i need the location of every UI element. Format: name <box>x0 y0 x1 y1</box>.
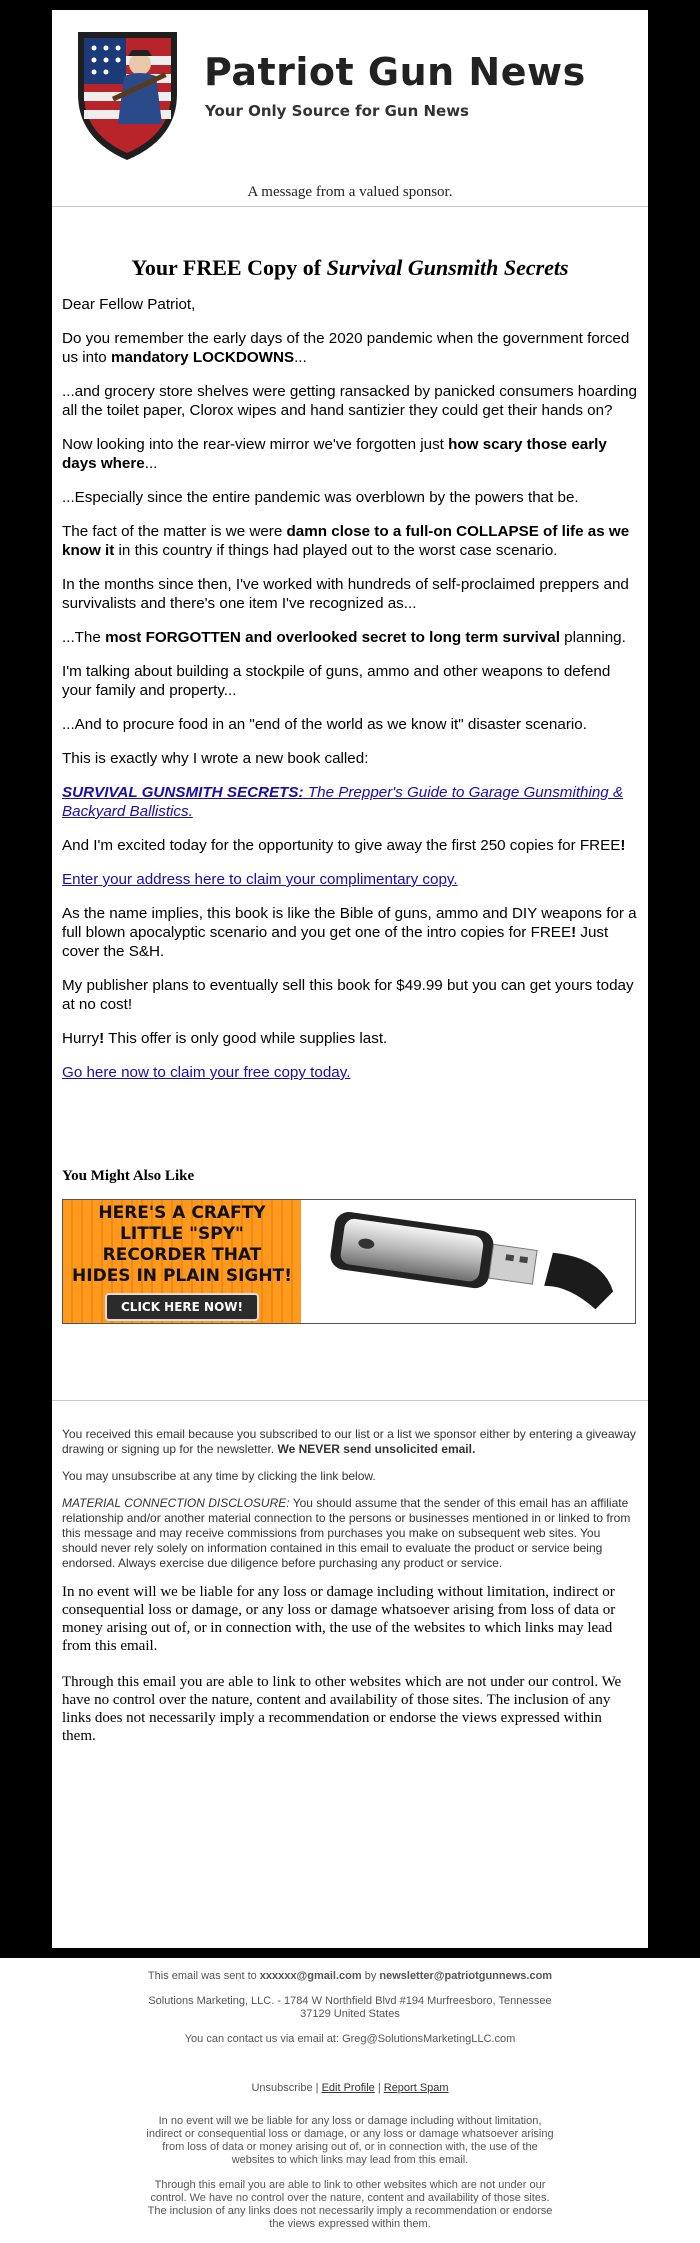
legal-paragraph: You may unsubscribe at any time by clicking the link below. <box>62 1469 376 1483</box>
paragraph: ...Especially since the entire pandemic was overblown by the powers that be. <box>62 489 579 506</box>
book-link-subtitle[interactable]: The Prepper's Guide to Garage Gunsmithing & Backyard Ballistics. <box>62 784 624 820</box>
text: ...The <box>62 629 106 646</box>
text: This email was sent to <box>147 1970 260 1982</box>
sender-email: newsletter@patriotgunnews.com <box>379 1970 553 1982</box>
legal-paragraph: In no event will we be liable for any loss or damage including without limitation, indirect or consequential loss or damage, or any loss or damage whatsoever arising from loss of data or money arising out of, or in connection with, the use of the websites to which links may lead from this email. <box>62 1584 616 1654</box>
footer-legal: Through this email you are able to link to other websites which are not under our control. We have no control over the nature, content and availability of those sites. The inclusion of any links does not necessarily imply a recommendation or endorse the views expressed within them. <box>147 2179 553 2230</box>
report-spam-link[interactable]: Report Spam <box>383 2082 449 2094</box>
emphasis: most FORGOTTEN and overlooked secret to long term survival <box>105 629 560 646</box>
text: ... <box>294 349 307 366</box>
ad-headline[interactable]: HERE'S A CRAFTY LITTLE "SPY" RECORDER THAT HIDES IN PLAIN SIGHT! <box>72 1202 292 1286</box>
email-footer <box>0 1958 700 2231</box>
text: Just cover the S&H. <box>62 924 609 960</box>
text: You should assume that the sender of this email has an affiliate relationship and/or another material connection to the persons or businesses mentioned in or linked to from this message and may receive commissions from purchases you make on subsequent web sites. You should never rely solely on information contained in this email to evaluate the product or service being endorsed. Always exercise due diligence before purchasing any product or service. <box>62 1496 631 1570</box>
headline-book-title: Survival Gunsmith Secrets <box>326 255 569 280</box>
ad-text-panel[interactable] <box>63 1200 301 1323</box>
emphasis: We NEVER send unsolicited email. <box>277 1442 476 1456</box>
edit-profile-link[interactable]: Edit Profile <box>321 2082 375 2094</box>
paragraph <box>62 628 638 647</box>
legal-paragraph: Through this email you are able to link to other websites which are not under our control. We have no control over the nature, content and availability of those sites. The inclusion of any links does not necessarily imply a recommendation or endorse the views expressed within them. <box>62 1674 622 1744</box>
paragraph: ...And to procure food in an "end of the world as we know it" disaster scenario. <box>62 716 587 733</box>
text: You received this email because you subscribed to our list or a list we sponsor either by entering a giveaway drawing or signing up for the newsletter. <box>62 1427 636 1456</box>
ad-image-panel[interactable] <box>301 1200 635 1323</box>
brand-tagline: Your Only Source for Gun News <box>205 102 469 120</box>
also-heading: You Might Also Like <box>62 1168 195 1184</box>
text: by <box>361 1970 380 1982</box>
spy-recorder-ad-banner[interactable] <box>62 1199 636 1324</box>
emphasis: mandatory LOCKDOWNS <box>110 349 295 366</box>
sent-line <box>0 1970 700 1983</box>
paragraph: Hurry! This offer is only good while supplies last. <box>62 1030 388 1047</box>
legal-paragraph <box>62 1427 638 1457</box>
text: ... <box>144 455 158 472</box>
book-link-title[interactable]: SURVIVAL GUNSMITH SECRETS: <box>62 784 304 801</box>
text: Hurry <box>62 1030 100 1047</box>
patriot-shield-logo-icon <box>70 24 185 164</box>
paragraph <box>62 870 638 889</box>
text: This offer is only good while supplies last. <box>104 1030 388 1047</box>
emphasis: damn close to a full-on COLLAPSE of life as we know it <box>62 523 630 559</box>
footer-links <box>0 2082 700 2095</box>
divider <box>52 206 648 207</box>
claim-copy-link[interactable]: Enter your address here to claim your complimentary copy. <box>62 871 458 888</box>
text: The fact of the matter is we were <box>62 523 287 540</box>
paragraph <box>62 522 638 560</box>
separator: | <box>374 2082 384 2094</box>
headline-prefix: Your FREE Copy of <box>131 255 327 280</box>
text: planning. <box>559 629 626 646</box>
brand-title: Patriot Gun News <box>204 50 586 94</box>
greeting: Dear Fellow Patriot, <box>62 296 196 313</box>
company-address: Solutions Marketing, LLC. - 1784 W Northfield Blvd #194 Murfreesboro, Tennessee 37129 United States <box>148 1995 552 2020</box>
sponsor-note: A message from a valued sponsor. <box>247 184 453 200</box>
text: And I'm excited today for the opportunity to give away the first 250 copies for FREE <box>62 837 621 854</box>
go-claim-link[interactable]: Go here now to claim your free copy today. <box>62 1064 351 1081</box>
separator: | <box>312 2082 322 2094</box>
legal-section <box>52 1401 648 1745</box>
emphasis: ! <box>620 837 626 854</box>
paragraph <box>62 329 638 367</box>
usb-recorder-icon[interactable] <box>301 1200 635 1323</box>
unsubscribe-link[interactable]: Unsubscribe <box>251 2082 313 2094</box>
text: in this country if things had played out to the worst case scenario. <box>114 542 558 559</box>
disclosure-label: MATERIAL CONNECTION DISCLOSURE: <box>62 1496 290 1510</box>
legal-paragraph <box>62 1496 638 1571</box>
text: As the name implies, this book is like the Bible of guns, ammo and DIY weapons for a full blown apocalyptic scenario and you get one of the intro copies for FREE <box>62 905 637 941</box>
text: Now looking into the rear-view mirror we've forgotten just <box>62 436 449 453</box>
paragraph: ...and grocery store shelves were getting ransacked by panicked consumers hoarding all the toilet paper, Clorox wipes and hand santizier they could get their hands on? <box>62 383 637 419</box>
recipient-email: xxxxxx@gmail.com <box>259 1970 362 1982</box>
paragraph: As the name implies, this book is like the Bible of guns, ammo and DIY weapons for a full blown apocalyptic scenario and you get one of the intro copies for FREE! Just cover the S&H. <box>62 905 637 960</box>
text: Do you remember the early days of the 2020 pandemic when the government forced us into <box>62 330 630 366</box>
paragraph: My publisher plans to eventually sell this book for $49.99 but you can get yours today at no cost! <box>62 977 634 1013</box>
footer-legal: In no event will we be liable for any loss or damage including without limitation, indirect or consequential loss or damage, or any loss or damage whatsoever arising from loss of data or money arising out of, or in connection with, the use of the websites to which links may lead from this email. <box>146 2115 554 2166</box>
paragraph: In the months since then, I've worked with hundreds of self-proclaimed preppers and survivalists and there's one item I've recognized as... <box>62 576 629 612</box>
email-panel <box>52 10 648 1948</box>
paragraph <box>62 435 638 473</box>
contact-line: You can contact us via email at: Greg@SolutionsMarketingLLC.com <box>184 2033 516 2045</box>
paragraph <box>62 783 638 821</box>
book-link[interactable] <box>62 784 623 820</box>
emphasis: how scary those early days where <box>62 436 607 472</box>
email-header <box>52 10 648 180</box>
paragraph <box>62 1063 638 1082</box>
ad-click-button[interactable]: CLICK HERE NOW! <box>105 1293 259 1321</box>
paragraph: I'm talking about building a stockpile of guns, ammo and other weapons to defend your family and property... <box>62 663 611 699</box>
headline <box>62 255 638 281</box>
email-body <box>52 255 648 1324</box>
paragraph <box>62 836 638 855</box>
paragraph: This is exactly why I wrote a new book called: <box>62 750 369 767</box>
